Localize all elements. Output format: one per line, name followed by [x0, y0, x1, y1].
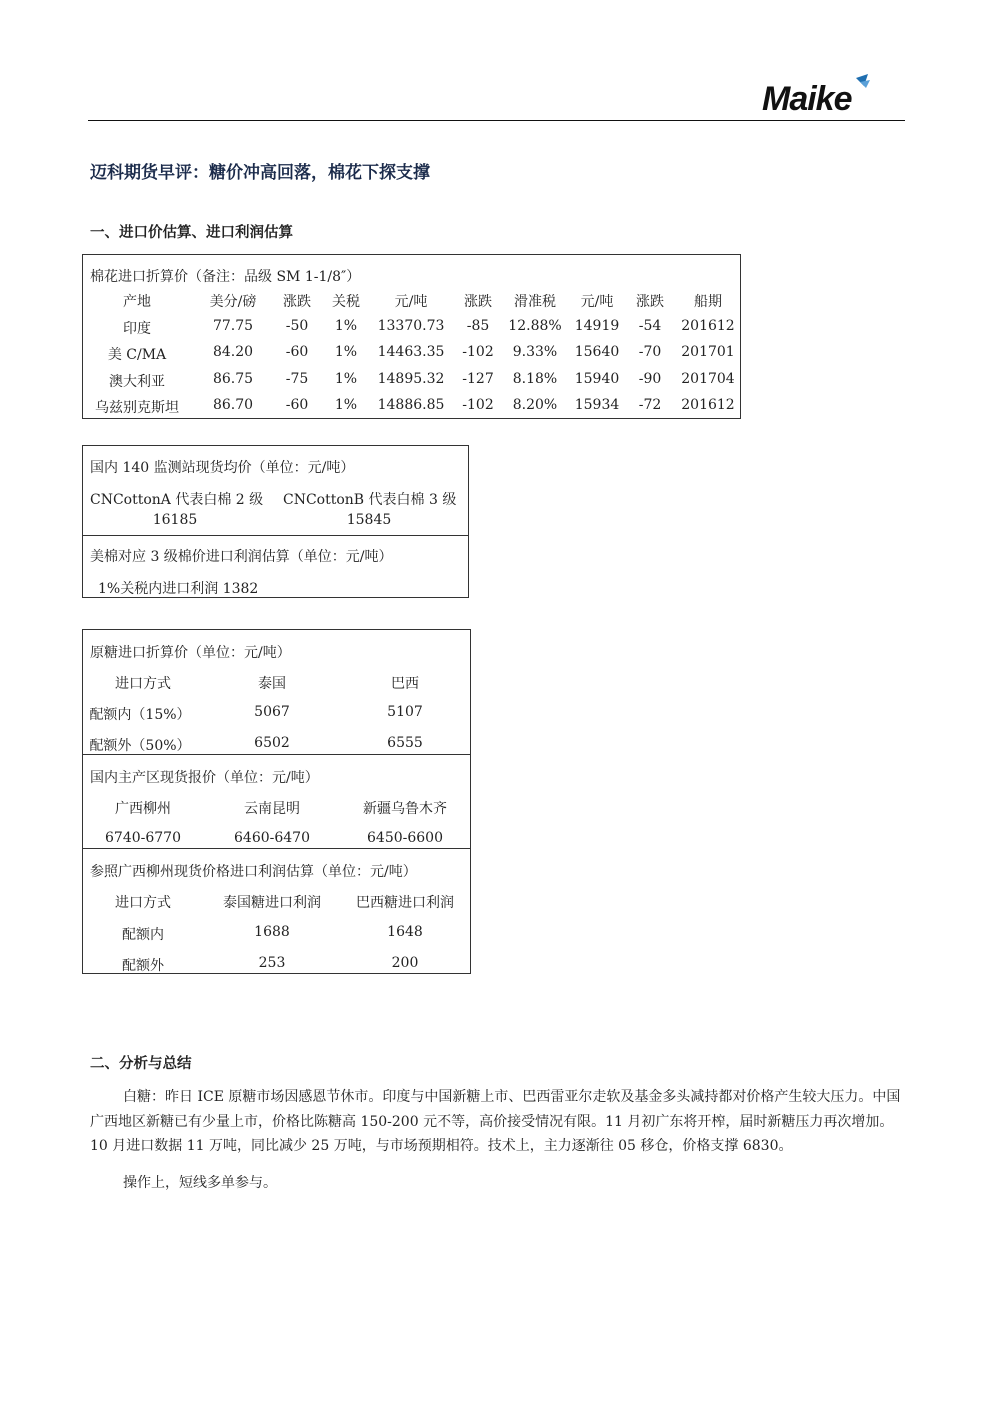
sugar-profit-cell: 1648 — [387, 924, 423, 940]
cotton-table-cell: -70 — [638, 344, 662, 360]
cotton-table-cell: -60 — [285, 344, 309, 360]
maike-logo — [760, 72, 900, 120]
sugar-profit-caption: 参照广西柳州现货价格进口利润估算（单位：元/吨） — [90, 864, 417, 880]
cotton-table-cell: 美 C/MA — [107, 347, 167, 363]
sugar-spot-price: 6460-6470 — [234, 830, 310, 846]
cotton-table-cell: 15934 — [574, 397, 620, 413]
sugar-spot-price: 6450-6600 — [367, 830, 443, 846]
cotton-table-cell: -102 — [462, 397, 494, 413]
cotton-table-cell: -60 — [285, 397, 309, 413]
cotton-table-cell: 15940 — [574, 370, 620, 387]
cncottona-label: CNCottonA 代表白棉 2 级 — [90, 492, 264, 508]
sugar-import-header: 进口方式 — [115, 676, 171, 692]
cotton-header-cell: 涨跌 — [636, 294, 664, 310]
sugar-import-header: 泰国 — [258, 676, 286, 692]
cotton-header-cell: 滑准税 — [514, 294, 556, 310]
sugar-spot-region: 新疆乌鲁木齐 — [363, 801, 447, 817]
section2-heading: 二、分析与总结 — [90, 1056, 192, 1072]
cotton-import-caption: 棉花进口折算价（备注：品级 SM 1-1/8″） — [90, 269, 361, 285]
cotton-table-cell: 14886.85 — [377, 397, 445, 413]
analysis-text — [90, 1085, 905, 1195]
cotton-table-cell: 14919 — [574, 317, 620, 334]
sugar-import-cell: 5067 — [254, 704, 290, 720]
sugar-profit-cell: 200 — [391, 955, 419, 971]
cncottonb-value: 15845 — [346, 512, 392, 528]
cotton-header-cell: 产地 — [123, 294, 151, 310]
sugar-import-cell: 配额内（15%） — [89, 707, 191, 723]
page-title: 迈科期货早评：糖价冲高回落，棉花下探支撑 — [90, 163, 430, 183]
cotton-table-cell: 1% — [334, 317, 358, 334]
cotton-table-cell: 1% — [334, 397, 358, 413]
cotton-table-cell: -75 — [285, 370, 309, 387]
sugar-import-cell: 5107 — [387, 704, 423, 720]
divider — [82, 848, 471, 849]
cotton-table-cell: -102 — [462, 344, 494, 360]
cotton-header-cell: 元/吨 — [580, 294, 614, 310]
cotton-domestic-caption: 国内 140 监测站现货均价（单位：元/吨） — [90, 460, 355, 476]
cotton-table-cell: 201612 — [681, 317, 735, 334]
analysis-paragraph-operation: 操作上，短线多单参与。 — [123, 1174, 277, 1191]
cotton-table-cell: 1% — [334, 344, 358, 360]
cotton-table-cell: -127 — [462, 370, 494, 387]
sugar-profit-header: 泰国糖进口利润 — [223, 895, 321, 911]
cotton-table-cell: 9.33% — [512, 344, 558, 360]
logo-swoosh-icon — [856, 74, 870, 88]
cotton-table-cell: 13370.73 — [377, 317, 445, 334]
sugar-import-caption: 原糖进口折算价（单位：元/吨） — [90, 645, 291, 661]
sugar-profit-cell: 1688 — [254, 924, 290, 940]
cotton-table-cell: 14895.32 — [377, 370, 445, 387]
sugar-profit-cell: 配额内 — [122, 927, 164, 943]
sugar-spot-region: 云南昆明 — [244, 801, 300, 817]
cotton-header-cell: 关税 — [332, 294, 360, 310]
cotton-table-cell: 1% — [334, 370, 358, 387]
cotton-table-cell: 201701 — [681, 344, 735, 360]
sugar-import-cell: 6502 — [254, 735, 290, 751]
cotton-table-cell: 8.18% — [512, 370, 558, 387]
cotton-header-cell: 美分/磅 — [209, 294, 257, 310]
cotton-table-cell: 201612 — [681, 397, 735, 413]
cncottonb-label: CNCottonB 代表白棉 3 级 — [283, 492, 457, 508]
sugar-profit-cell: 253 — [258, 955, 286, 971]
cotton-table-cell: -54 — [638, 317, 662, 334]
cotton-table-cell: -90 — [638, 370, 662, 387]
header-rule — [88, 120, 905, 121]
cotton-header-cell: 元/吨 — [394, 294, 428, 310]
sugar-spot-region: 广西柳州 — [115, 801, 171, 817]
cotton-table-cell: -72 — [638, 397, 662, 413]
cotton-table-cell: 15640 — [574, 344, 620, 360]
cotton-table-cell: -85 — [466, 317, 490, 334]
sugar-profit-header: 进口方式 — [115, 895, 171, 911]
cotton-table-cell: 86.70 — [212, 397, 254, 413]
cotton-table-cell: 乌兹别克斯坦 — [95, 400, 179, 416]
sugar-import-header: 巴西 — [391, 676, 419, 692]
analysis-paragraph-sugar: 白糖：昨日 ICE 原糖市场因感恩节休市。印度与中国新糖上市、巴西雷亚尔走软及基金多头减持都对价格产生较大压力。中国广西地区新糖已有少量上市，价格比陈糖高 150-200 元不等，高价接受情况有限。11 月初广东将开榨，届时新糖压力再次增加。10 月进口数据 11 万吨，同比减少 25 万吨，与市场预期相符。技术上，主力逐渐往 05 移仓，价格支撑 6830。 — [90, 1089, 901, 1154]
cotton-table-cell: 84.20 — [212, 344, 254, 360]
cotton-table-cell: 8.20% — [512, 397, 558, 413]
section1-heading: 一、进口价估算、进口利润估算 — [90, 225, 293, 241]
cotton-table-cell: 77.75 — [212, 317, 254, 334]
sugar-spot-price: 6740-6770 — [105, 830, 181, 846]
cotton-header-cell: 涨跌 — [464, 294, 492, 310]
cotton-table-cell: 12.88% — [508, 317, 562, 334]
cotton-profit-caption: 美棉对应 3 级棉价进口利润估算（单位：元/吨） — [90, 549, 393, 565]
cotton-table-cell: 86.75 — [212, 370, 254, 387]
sugar-profit-header: 巴西糖进口利润 — [356, 895, 454, 911]
cotton-table-cell: 14463.35 — [377, 344, 445, 360]
divider — [82, 535, 469, 536]
cotton-table-cell: 201704 — [681, 370, 735, 387]
sugar-spot-caption: 国内主产区现货报价（单位：元/吨） — [90, 770, 319, 786]
logo-wordmark: Maike — [762, 80, 852, 118]
cotton-profit-line: 1%关税内进口利润 1382 — [98, 581, 259, 597]
cotton-header-cell: 船期 — [694, 294, 722, 310]
cncottona-value: 16185 — [152, 512, 198, 528]
sugar-import-cell: 6555 — [387, 735, 423, 751]
sugar-profit-cell: 配额外 — [122, 958, 164, 974]
cotton-table-cell: 印度 — [123, 320, 151, 337]
sugar-import-cell: 配额外（50%） — [89, 738, 191, 754]
cotton-header-cell: 涨跌 — [283, 294, 311, 310]
cotton-table-cell: 澳大利亚 — [109, 373, 165, 390]
cotton-table-cell: -50 — [285, 317, 309, 334]
